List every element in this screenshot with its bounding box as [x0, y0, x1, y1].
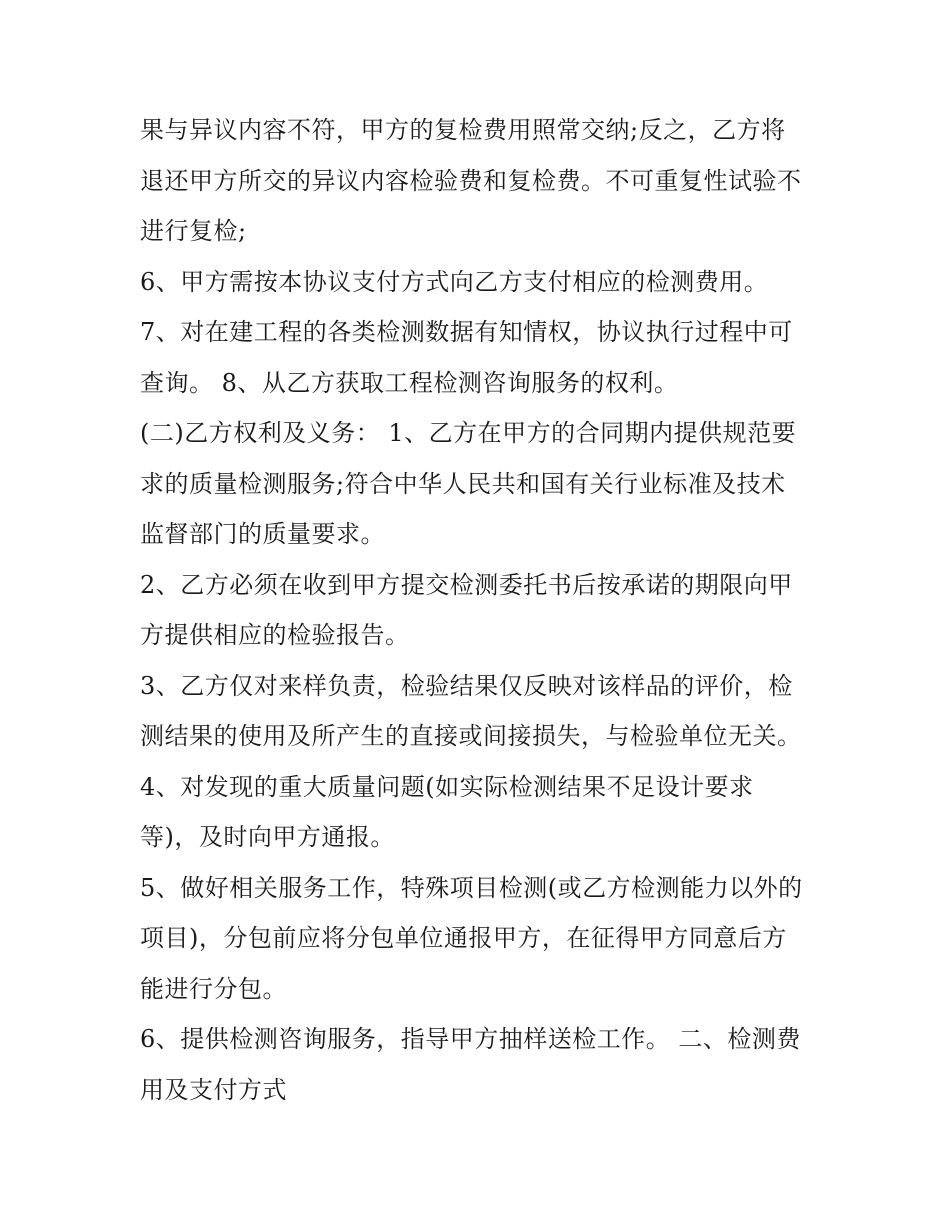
text-line: (二)乙方权利及义务： 1、乙方在甲方的合同期内提供规范要: [140, 419, 797, 447]
text-line: 7、对在建工程的各类检测数据有知情权，协议执行过程中可: [140, 318, 793, 346]
text-line: 能进行分包。: [140, 975, 287, 1003]
text-line: 2、乙方必须在收到甲方提交检测委托书后按承诺的期限向甲: [140, 571, 793, 599]
text-line: 用及支付方式: [140, 1076, 287, 1104]
text-line: 4、对发现的重大质量问题(如实际检测结果不足设计要求: [140, 773, 754, 801]
text-line: 6、提供检测咨询服务，指导甲方抽样送检工作。 二、检测费: [140, 1025, 801, 1053]
text-line: 求的质量检测服务;符合中华人民共和国有关行业标准及技术: [140, 470, 786, 498]
text-line: 测结果的使用及所产生的直接或间接损失，与检验单位无关。: [140, 722, 802, 750]
text-line: 方提供相应的检验报告。: [140, 621, 410, 649]
text-line: 6、甲方需按本协议支付方式向乙方支付相应的检测费用。: [140, 268, 769, 296]
text-line: 退还甲方所交的异议内容检验费和复检费。不可重复性试验不: [140, 167, 802, 195]
text-line: 3、乙方仅对来样负责，检验结果仅反映对该样品的评价，检: [140, 672, 793, 700]
text-line: 等)，及时向甲方通报。: [140, 823, 395, 851]
text-line: 监督部门的质量要求。: [140, 520, 385, 548]
text-line: 进行复检;: [140, 217, 247, 245]
text-line: 果与异议内容不符，甲方的复检费用照常交纳;反之，乙方将: [140, 116, 786, 144]
text-line: 5、做好相关服务工作，特殊项目检测(或乙方检测能力以外的: [140, 874, 803, 902]
text-line: 查询。 8、从乙方获取工程检测咨询服务的权利。: [140, 369, 679, 397]
text-line: 项目)，分包前应将分包单位通报甲方，在征得甲方同意后方: [140, 924, 787, 952]
